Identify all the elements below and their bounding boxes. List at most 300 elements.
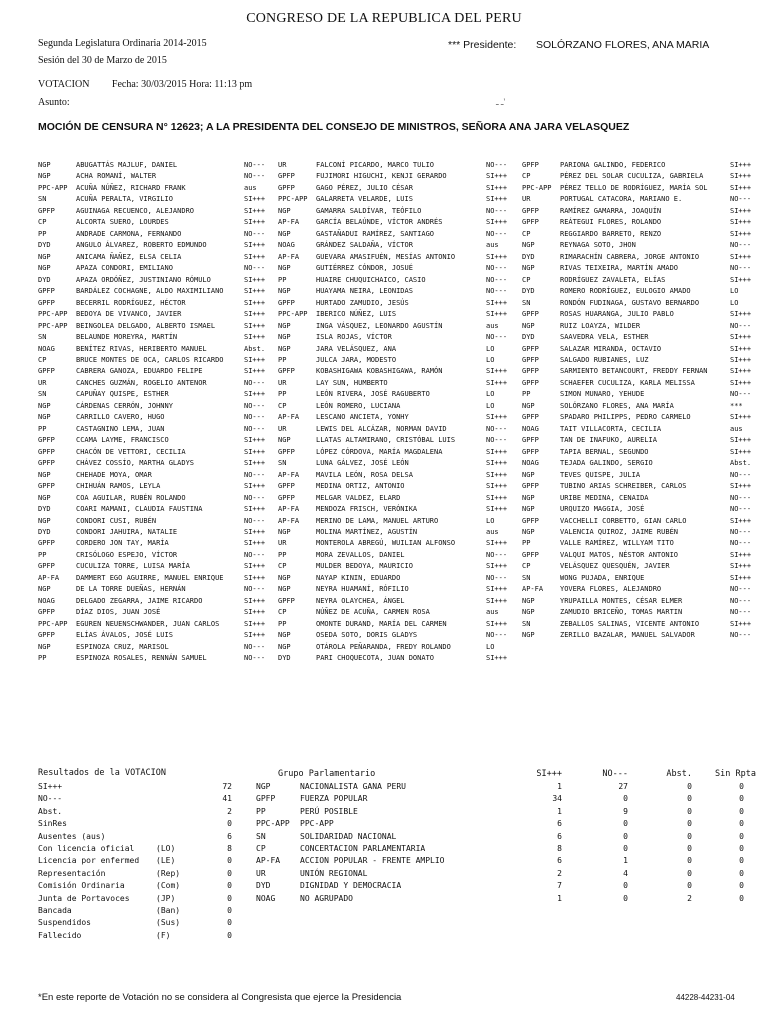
vote-party: GPFP <box>522 344 539 353</box>
vote-value: SI+++ <box>244 218 266 227</box>
col-sinrpta-header: Sin Rpta <box>715 769 756 779</box>
vote-value: NO--- <box>244 642 266 651</box>
vote-row <box>38 504 768 515</box>
result-row <box>38 843 238 855</box>
vote-member-name: SALGADO RUBIANES, LUZ <box>560 355 649 364</box>
group-row <box>256 818 756 830</box>
vote-member-name: SPADARO PHILIPPS, PEDRO CARMELO <box>560 413 691 422</box>
vote-list <box>38 160 768 665</box>
vote-party: NGP <box>38 172 51 181</box>
vote-row <box>38 401 768 412</box>
vote-member-name: ELÍAS ÁVALOS, JOSÉ LUIS <box>76 631 173 640</box>
group-si: 1 <box>557 782 562 791</box>
vote-member-name: CHEHADE MOYA, OMAR <box>76 470 152 479</box>
groups-table <box>256 768 756 905</box>
vote-party: PPC-APP <box>38 310 68 319</box>
vote-party: GPFP <box>278 482 295 491</box>
vote-value: LO <box>730 298 739 307</box>
group-row <box>256 880 756 892</box>
vote-party: NGP <box>522 608 535 617</box>
vote-party: NGP <box>522 631 535 640</box>
vote-party: GPFP <box>38 459 55 468</box>
groups-header <box>256 768 756 781</box>
document-reference: 44228-44231-04 <box>676 993 735 1002</box>
vote-value: SI+++ <box>730 516 752 525</box>
vote-member-name: TEVES QUISPE, JULIA <box>560 470 641 479</box>
vote-member-name: MULDER BEDOYA, MAURICIO <box>316 562 413 571</box>
result-code: (LE) <box>156 856 176 866</box>
vote-value: SI+++ <box>486 459 508 468</box>
vote-row <box>38 493 768 504</box>
result-label: Con licencia oficial <box>38 843 135 853</box>
vote-value: SI+++ <box>244 436 266 445</box>
vote-member-name: SARMIENTO BETANCOURT, FREDDY FERNAN <box>560 367 708 376</box>
vote-member-name: ZEBALLOS SALINAS, VICENTE ANTONIO <box>560 619 700 628</box>
vote-party: SN <box>278 459 287 468</box>
vote-member-name: MEDINA ORTIZ, ANTONIO <box>316 482 405 491</box>
vote-row <box>38 240 768 251</box>
vote-party: NGP <box>522 321 535 330</box>
vote-value: SI+++ <box>730 573 752 582</box>
vote-value: NO--- <box>244 550 266 559</box>
group-no: 0 <box>623 893 628 903</box>
result-label: Licencia por enfermed <box>38 856 140 866</box>
group-sinrpta: 0 <box>739 831 744 841</box>
vote-party: NGP <box>278 344 291 353</box>
vote-member-name: TAN DE INAFUKO, AURELIA <box>560 436 657 445</box>
vote-member-name: CORDERO JON TAY, MARÍA <box>76 539 169 548</box>
vote-value: SI+++ <box>486 585 508 594</box>
vote-party: GPFP <box>278 367 295 376</box>
vote-party: GPFP <box>278 493 295 502</box>
result-value: 2 <box>227 806 232 816</box>
group-name: PPC-APP <box>300 819 334 829</box>
vote-value: SI+++ <box>730 183 752 192</box>
vote-value: aus <box>730 424 743 433</box>
vote-party: GPFP <box>522 367 539 376</box>
vote-row <box>38 160 768 171</box>
vote-party: AP-FA <box>278 505 300 514</box>
result-value: 6 <box>227 831 232 841</box>
vote-member-name: TAPIA BERNAL, SEGUNDO <box>560 447 649 456</box>
vote-member-name: VALENCIA QUIROZ, JAIME RUBÉN <box>560 528 679 536</box>
vote-member-name: APAZA ORDÓÑEZ, JUSTINIANO RÓMULO <box>76 275 211 284</box>
vote-party: PPC-APP <box>278 195 308 204</box>
vote-party: PP <box>522 390 531 399</box>
vote-party: NGP <box>38 493 51 502</box>
vote-value: NO--- <box>244 378 266 387</box>
vote-value: SI+++ <box>730 436 752 445</box>
vote-party: CP <box>522 275 531 284</box>
result-value: 8 <box>227 843 232 853</box>
vote-party: NGP <box>278 264 291 273</box>
vote-value: SI+++ <box>244 619 266 628</box>
group-no: 27 <box>618 782 628 791</box>
vote-value: NO--- <box>244 516 266 525</box>
vote-party: CP <box>522 229 531 238</box>
result-label: Representación <box>38 868 106 878</box>
group-abst: 0 <box>687 819 692 829</box>
result-code: (F) <box>156 930 171 940</box>
vote-value: SI+++ <box>486 172 508 181</box>
vote-value: NO--- <box>730 493 752 502</box>
vote-member-name: MONTEROLA ABREGÚ, WUILIAN ALFONSO <box>316 539 456 548</box>
vote-row <box>38 642 768 653</box>
group-no: 0 <box>623 819 628 829</box>
vote-party: GPFP <box>38 562 55 571</box>
vote-value: NO--- <box>486 264 508 273</box>
vote-party: NGP <box>522 596 535 605</box>
presidente-label: *** Presidente: <box>448 39 517 51</box>
vote-value: SI+++ <box>244 275 266 284</box>
vote-member-name: FUJIMORI HIGUCHI, KENJI GERARDO <box>316 172 447 181</box>
vote-value: SI+++ <box>244 333 266 342</box>
vote-member-name: BELAUNDE MOREYRA, MARTÍN <box>76 333 178 342</box>
vote-value: SI+++ <box>730 413 752 422</box>
vote-member-name: INGA VÁSQUEZ, LEONARDO AGUSTÍN <box>316 321 443 330</box>
vote-member-name: BENÍTEZ RIVAS, HERIBERTO MANUEL <box>76 344 207 353</box>
result-value: 0 <box>227 905 232 915</box>
vote-party: UR <box>278 161 287 169</box>
vote-value: SI+++ <box>486 562 508 571</box>
vote-row <box>38 435 768 446</box>
result-row <box>38 831 238 843</box>
group-abst: 0 <box>687 831 692 841</box>
vote-member-name: CHÁVEZ COSSÍO, MARTHA GLADYS <box>76 459 195 468</box>
vote-value: SI+++ <box>730 482 752 491</box>
vote-party: GPFP <box>522 355 539 364</box>
vote-row <box>38 447 768 458</box>
vote-value: SI+++ <box>244 390 266 399</box>
vote-value: *** <box>730 401 743 410</box>
vote-member-name: VALQUI MATOS, NÉSTOR ANTONIO <box>560 550 679 559</box>
vote-value: NO--- <box>486 573 508 582</box>
vote-member-name: GAGO PÉREZ, JULIO CÉSAR <box>316 183 413 192</box>
vote-value: SI+++ <box>244 355 266 364</box>
vote-party: SN <box>38 195 47 204</box>
vote-row <box>38 286 768 297</box>
group-code: DYD <box>256 881 271 891</box>
result-value: 0 <box>227 930 232 940</box>
vote-value: SI+++ <box>730 310 752 319</box>
vote-member-name: CHACÓN DE VETTORI, CECILIA <box>76 447 186 456</box>
vote-member-name: SOLÓRZANO FLORES, ANA MARÍA <box>560 401 674 410</box>
vote-party: GPFP <box>522 161 539 169</box>
vote-value: SI+++ <box>486 654 508 663</box>
vote-party: NGP <box>278 321 291 330</box>
vote-value: SI+++ <box>244 482 266 491</box>
result-row <box>38 818 238 830</box>
group-code: PPC-APP <box>256 819 290 829</box>
vote-member-name: URIBE MEDINA, CENAIDA <box>560 493 649 502</box>
vote-member-name: HUAIRE CHUQUICHAICO, CASIO <box>316 275 426 284</box>
group-sinrpta: 0 <box>739 856 744 866</box>
vote-party: NGP <box>278 631 291 640</box>
group-code: UR <box>256 868 266 878</box>
vote-value: SI+++ <box>486 505 508 514</box>
vote-member-name: ANDRADE CARMONA, FERNANDO <box>76 229 182 238</box>
vote-member-name: GARCÍA BELAÚNDE, VÍCTOR ANDRÉS <box>316 218 443 227</box>
vote-member-name: ESPINOZA CRUZ, MARISOL <box>76 642 169 651</box>
vote-party: GPFP <box>522 206 539 215</box>
vote-value: NO--- <box>244 470 266 479</box>
vote-value: SI+++ <box>244 505 266 514</box>
group-abst: 2 <box>687 893 692 903</box>
vote-party: GPFP <box>278 596 295 605</box>
vote-party: CP <box>38 355 47 364</box>
vote-member-name: REGGIARDO BARRETO, RENZO <box>560 229 662 238</box>
vote-row <box>38 171 768 182</box>
vote-value: SI+++ <box>486 596 508 605</box>
group-row <box>256 893 756 905</box>
result-row <box>38 930 238 942</box>
vote-value: SI+++ <box>244 459 266 468</box>
vote-value: LO <box>486 642 495 651</box>
vote-value: SI+++ <box>244 321 266 330</box>
vote-value: SI+++ <box>244 241 266 250</box>
vote-party: GPFP <box>278 172 295 181</box>
vote-party: PP <box>278 550 287 559</box>
group-si: 1 <box>557 893 562 903</box>
vote-party: DYD <box>38 528 51 536</box>
vote-value: NO--- <box>244 424 266 433</box>
group-row <box>256 868 756 880</box>
group-si: 8 <box>557 843 562 853</box>
vote-row <box>38 550 768 561</box>
vote-value: NO--- <box>730 608 752 617</box>
vote-value: NO--- <box>486 424 508 433</box>
vote-value: SI+++ <box>244 206 266 215</box>
result-value: 0 <box>227 819 232 829</box>
group-si: 2 <box>557 868 562 878</box>
presidente-name: SOLÓRZANO FLORES, ANA MARIA <box>536 39 710 51</box>
vote-party: NGP <box>522 470 535 479</box>
vote-value: SI+++ <box>244 573 266 582</box>
vote-value: SI+++ <box>730 229 752 238</box>
vote-party: UR <box>278 424 287 433</box>
result-code: (JP) <box>156 893 176 903</box>
vote-member-name: RONDÓN FUDINAGA, GUSTAVO BERNARDO <box>560 298 700 307</box>
group-si: 6 <box>557 831 562 841</box>
vote-value: LO <box>730 287 739 296</box>
groups-rows <box>256 781 756 905</box>
vote-party: NGP <box>522 264 535 273</box>
vote-party: AP-FA <box>38 573 60 582</box>
vote-party: NGP <box>38 264 51 273</box>
vote-party: GPFP <box>522 218 539 227</box>
vote-party: GPFP <box>38 631 55 640</box>
vote-row <box>38 229 768 240</box>
vote-party: DYD <box>38 275 51 284</box>
vote-party: PP <box>38 229 47 238</box>
fecha-label: Fecha: 30/03/2015 <box>111 79 187 90</box>
vote-member-name: HURTADO ZAMUDIO, JESÚS <box>316 298 409 307</box>
result-row <box>38 905 238 917</box>
vote-value: LO <box>486 355 495 364</box>
result-label: Suspendidos <box>38 918 91 928</box>
vote-value: SI+++ <box>730 367 752 376</box>
scan-mark: ـ ـ' <box>496 97 506 107</box>
vote-party: GPFP <box>278 298 295 307</box>
group-si: 34 <box>552 794 562 804</box>
vote-row <box>38 263 768 274</box>
vote-member-name: LEÓN ROMERO, LUCIANA <box>316 401 401 410</box>
result-code: (Ban) <box>156 905 181 915</box>
vote-value: SI+++ <box>486 218 508 227</box>
vote-party: PPC-APP <box>522 183 552 192</box>
vote-member-name: ROMERO RODRÍGUEZ, EULOGIO AMADO <box>560 287 691 296</box>
vote-party: UR <box>38 378 47 387</box>
vote-value: SI+++ <box>244 528 266 536</box>
vote-row <box>38 412 768 423</box>
vote-value: SI+++ <box>244 596 266 605</box>
vote-value: NO--- <box>730 264 752 273</box>
group-code: NGP <box>256 782 271 791</box>
vote-party: NOAG <box>38 596 55 605</box>
vote-party: PPC-APP <box>38 321 68 330</box>
vote-member-name: RIVAS TEIXEIRA, MARTÍN AMADO <box>560 264 679 273</box>
vote-member-name: REYNAGA SOTO, JHON <box>560 241 636 250</box>
group-code: CP <box>256 843 266 853</box>
result-code: (Rep) <box>156 868 181 878</box>
motion-title: MOCIÓN DE CENSURA N° 12623; A LA PRESIDENTA DEL CONSEJO DE MINISTROS, SEÑORA ANA JARA VELASQUEZ <box>38 121 630 133</box>
vote-row <box>38 298 768 309</box>
vote-party: PP <box>278 390 287 399</box>
vote-member-name: JARA VELÁSQUEZ, ANA <box>316 344 397 353</box>
vote-party: AP-FA <box>278 252 300 261</box>
vote-party: SN <box>522 573 531 582</box>
group-no: 9 <box>623 806 628 816</box>
vote-value: NO--- <box>244 229 266 238</box>
vote-party: GPFP <box>38 287 55 296</box>
vote-member-name: DELGADO ZEGARRA, JAIME RICARDO <box>76 596 203 605</box>
vote-value: NO--- <box>244 585 266 594</box>
vote-value: SI+++ <box>244 310 266 319</box>
vote-party: NOAG <box>522 424 539 433</box>
vote-value: NO--- <box>486 333 508 342</box>
vote-member-name: LEWIS DEL ALCÁZAR, NORMAN DAVID <box>316 424 447 433</box>
vote-party: NGP <box>522 505 535 514</box>
vote-value: SI+++ <box>244 287 266 296</box>
vote-member-name: CONDORI JAHUIRA, NATALIE <box>76 528 178 536</box>
vote-member-name: VALLE RAMÍREZ, WILLYAM TITO <box>560 539 674 548</box>
vote-row <box>38 561 768 572</box>
result-value: 0 <box>227 881 232 891</box>
group-no: 0 <box>623 831 628 841</box>
vote-value: SI+++ <box>244 447 266 456</box>
votacion-row <box>38 79 252 90</box>
vote-member-name: DE LA TORRE DUEÑAS, HERNÁN <box>76 585 186 594</box>
vote-party: PP <box>38 550 47 559</box>
vote-member-name: WONG PUJADA, ENRIQUE <box>560 573 645 582</box>
vote-member-name: GUTIÉRREZ CÓNDOR, JOSUÉ <box>316 264 413 273</box>
vote-value: SI+++ <box>730 218 752 227</box>
vote-party: AP-FA <box>278 413 300 422</box>
vote-value: SI+++ <box>730 447 752 456</box>
vote-member-name: NEYRA OLAYCHEA, ÁNGEL <box>316 596 405 605</box>
vote-member-name: ANICAMA ÑAÑEZ, ELSA CELIA <box>76 252 182 261</box>
vote-value: aus <box>486 608 499 617</box>
group-abst: 0 <box>687 794 692 804</box>
vote-member-name: BEDOYA DE VIVANCO, JAVIER <box>76 310 182 319</box>
result-value: 0 <box>227 868 232 878</box>
vote-party: NGP <box>522 493 535 502</box>
vote-party: NGP <box>38 516 51 525</box>
result-label: Bancada <box>38 905 72 915</box>
vote-party: SN <box>522 619 531 628</box>
vote-member-name: LESCANO ANCIETA, YONHY <box>316 413 409 422</box>
vote-party: PP <box>278 275 287 284</box>
vote-party: NGP <box>522 241 535 250</box>
vote-member-name: HUAYAMA NEIRA, LEONIDAS <box>316 287 413 296</box>
vote-member-name: LAY SUN, HUMBERTO <box>316 378 388 387</box>
result-value: 0 <box>227 856 232 866</box>
vote-row <box>38 275 768 286</box>
result-value: 0 <box>227 893 232 903</box>
vote-member-name: CABRERA GANOZA, EDUARDO FELIPE <box>76 367 203 376</box>
vote-member-name: ABUGATTÁS MAJLUF, DANIEL <box>76 161 178 169</box>
vote-value: SI+++ <box>730 275 752 284</box>
vote-member-name: IBERICO NÚÑEZ, LUIS <box>316 310 397 319</box>
vote-value: aus <box>486 528 499 536</box>
vote-party: NGP <box>38 585 51 594</box>
vote-party: GPFP <box>522 550 539 559</box>
vote-value: NO--- <box>486 436 508 445</box>
sesion-label: Sesión del 30 de Marzo de 2015 <box>38 55 167 66</box>
vote-member-name: LLATAS ALTAMIRANO, CRISTÓBAL LUIS <box>316 436 456 445</box>
vote-member-name: MELGAR VALDEZ, ELARD <box>316 493 401 502</box>
group-sinrpta: 0 <box>739 806 744 816</box>
group-abst: 0 <box>687 856 692 866</box>
vote-value: NO--- <box>486 631 508 640</box>
vote-member-name: CANCHES GUZMÁN, ROGELIO ANTENOR <box>76 378 207 387</box>
vote-member-name: DÍAZ DIOS, JUAN JOSÉ <box>76 608 161 617</box>
vote-value: SI+++ <box>486 482 508 491</box>
vote-member-name: OSEDA SOTO, DORIS GLADYS <box>316 631 418 640</box>
group-code: AP-FA <box>256 856 281 866</box>
vote-value: NO--- <box>244 654 266 663</box>
vote-member-name: NÚÑEZ DE ACUÑA, CARMEN ROSA <box>316 608 430 617</box>
vote-party: GPFP <box>38 539 55 548</box>
vote-value: NO--- <box>730 321 752 330</box>
vote-row <box>38 366 768 377</box>
vote-value: SI+++ <box>244 252 266 261</box>
vote-member-name: TUBINO ARIAS SCHREIBER, CARLOS <box>560 482 687 491</box>
vote-member-name: CASTAGNINO LEMA, JUAN <box>76 424 165 433</box>
result-row <box>38 806 238 818</box>
group-name: ACCION POPULAR - FRENTE AMPLIO <box>300 856 445 866</box>
vote-member-name: KOBASHIGAWA KOBASHIGAWA, RAMÓN <box>316 367 443 376</box>
vote-value: SI+++ <box>730 172 752 181</box>
vote-party: CP <box>278 562 287 571</box>
vote-row <box>38 183 768 194</box>
vote-member-name: PARI CHOQUECOTA, JUAN DONATO <box>316 654 435 663</box>
vote-party: GPFP <box>522 310 539 319</box>
vote-row <box>38 584 768 595</box>
vote-party: CP <box>522 562 531 571</box>
vote-member-name: ESPINOZA ROSALES, RENNÁN SAMUEL <box>76 654 207 663</box>
vote-value: NO--- <box>486 287 508 296</box>
group-no: 1 <box>623 856 628 866</box>
vote-member-name: YRUPAILLA MONTES, CÉSAR ELMER <box>560 596 683 605</box>
vote-member-name: MAVILA LEÓN, ROSA DELSA <box>316 470 413 479</box>
vote-value: SI+++ <box>486 252 508 261</box>
vote-row <box>38 470 768 481</box>
vote-member-name: ACUÑA PERALTA, VIRGILIO <box>76 195 173 204</box>
group-row <box>256 855 756 867</box>
result-value: 0 <box>227 918 232 928</box>
result-label: Junta de Portavoces <box>38 893 130 903</box>
